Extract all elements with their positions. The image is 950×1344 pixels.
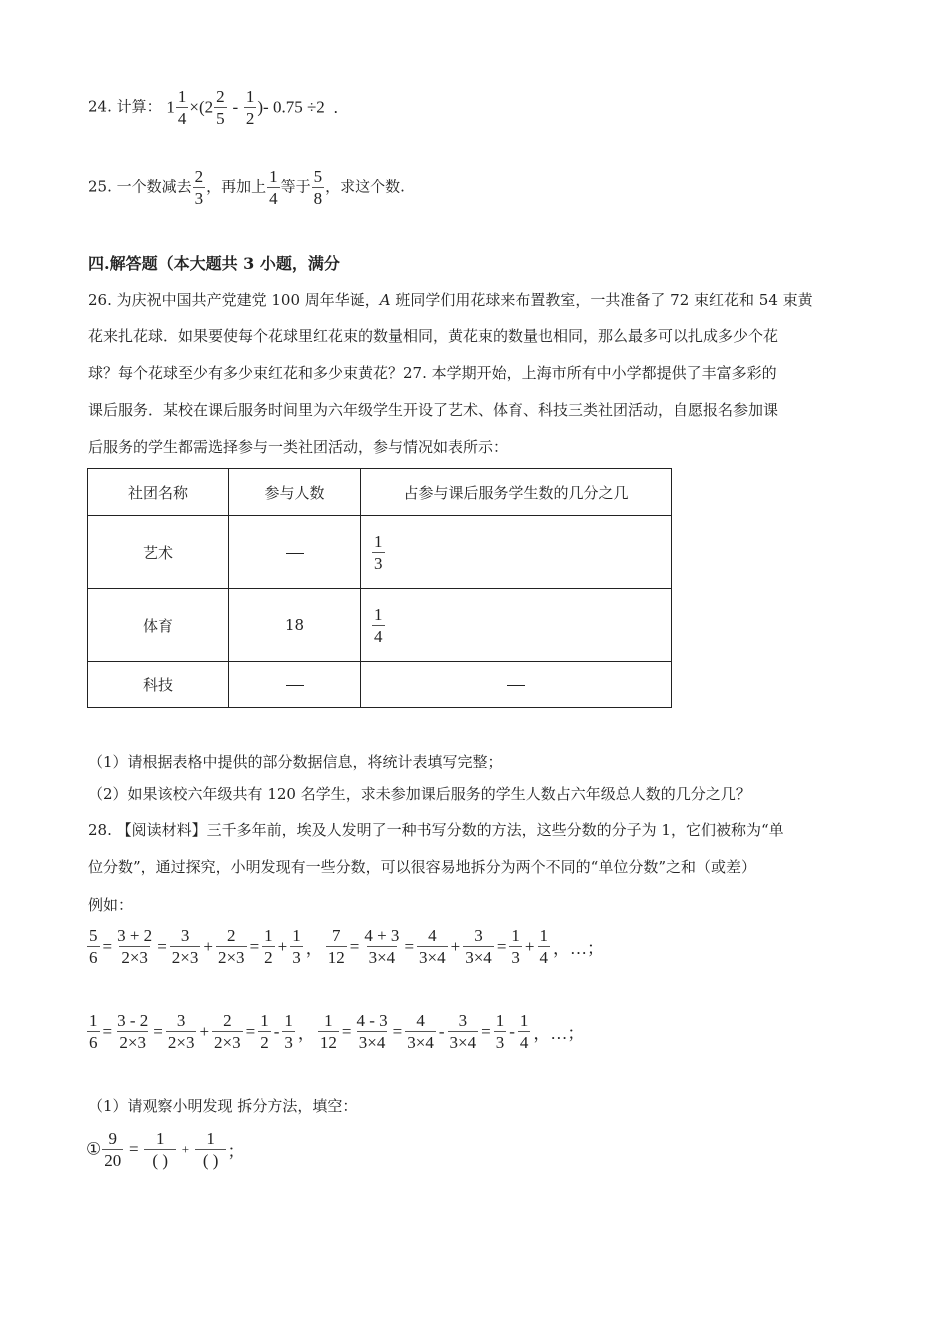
circle-1: ① (86, 1139, 102, 1159)
table-header: 占参与课后服务学生数的几分之几 (361, 469, 672, 516)
example-equation-difference (86, 1010, 586, 1053)
equation-fraction: $\frac{1}{2}$ (264, 926, 273, 967)
equation-operator: = (153, 1021, 163, 1041)
equation-operator: = (341, 1021, 352, 1041)
club-name: 体育 (88, 589, 229, 662)
table-header: 社团名称 (88, 469, 229, 516)
equation-fraction: $\frac{1}{4}$ (519, 1011, 529, 1052)
equation-operator: = (481, 1021, 491, 1041)
q24-fraction-3: $\frac{1}{2}$ (245, 87, 255, 128)
q25-fraction-1: $\frac{2}{3}$ (194, 167, 204, 208)
club-count: 18 (229, 589, 361, 662)
equation-operator: = (102, 1021, 113, 1041)
equation-fraction: $\frac{4 + 3}{3\times 4}$ (364, 926, 400, 967)
equation-fraction: $\frac{7}{12}$ (327, 926, 345, 967)
equation-operator: + (450, 936, 461, 956)
q25-text-2: ，再加上 (206, 177, 267, 196)
club-count-blank (229, 516, 361, 589)
q24-expr-a: 1 (166, 97, 175, 117)
fill-target-fraction: $\frac{9}{20}$ (104, 1129, 122, 1170)
blank-dash (286, 685, 304, 686)
equation-fraction: $\frac{1}{4}$ (539, 926, 548, 967)
equation-operator: - (438, 1021, 445, 1041)
equation-operator: = (349, 936, 360, 956)
equation-fraction: $\frac{1}{3}$ (511, 926, 520, 967)
club-name: 艺术 (88, 516, 229, 589)
q26-class-letter: A (379, 291, 391, 309)
equation-operator: = (249, 936, 260, 956)
club-fraction: $\frac{1}{4}$ (361, 589, 672, 662)
equation-operator: = (245, 1021, 256, 1041)
club-count-blank (229, 662, 361, 708)
equation-fraction: $\frac{3}{3\times 4}$ (465, 926, 492, 967)
equation-fraction: $\frac{4 - 3}{3\times 4}$ (356, 1011, 388, 1052)
equation-operator: ， (305, 939, 323, 958)
equation-operator: + (199, 1021, 210, 1041)
section-title: 四.解答题（本大题共 3 小题，满分 (88, 254, 340, 273)
q26-line-2: 花来扎花球．如果要使每个花球里红花束的数量相同，黄花束的数量也相同，那么最多可以扎成多少个花 (88, 327, 779, 345)
equation-fraction: $\frac{1}{12}$ (319, 1011, 337, 1052)
equation-fraction: $\frac{2}{2\times 3}$ (214, 1011, 241, 1052)
equation-fraction: $\frac{1}{6}$ (89, 1011, 98, 1052)
equation-operator: + (277, 936, 288, 956)
equation-operator: = (102, 936, 113, 956)
q26-text-a: 26. 为庆祝中国共产党建党 100 周年华诞， (88, 291, 380, 309)
q26-line-1 (88, 290, 813, 310)
equation-fraction: $\frac{4}{3\times 4}$ (419, 926, 446, 967)
q26-text-c: 班同学们用花球来布置教室，一共准备了 72 束红花和 54 束黄 (390, 291, 813, 309)
fill-plus: + (181, 1141, 190, 1157)
table-row (88, 516, 672, 589)
q27-part-1: （1）请根据表格中提供的部分数据信息，将统计表填写完整； (88, 753, 503, 771)
q24-expr-d: )- 0.75 ÷2 (257, 97, 325, 117)
club-fraction-blank (361, 662, 672, 708)
equation-operator: = (496, 936, 507, 956)
equation-fraction: $\frac{2}{2\times 3}$ (217, 926, 245, 967)
equation-fraction: $\frac{3}{2\times 3}$ (167, 1011, 195, 1052)
equation-operator: + (524, 936, 535, 956)
equation-fraction: $\frac{1}{3}$ (495, 1011, 505, 1052)
fill-blank-fraction-2[interactable]: $\frac{1}{( )}$ (195, 1128, 227, 1171)
q26-line-4: 课后服务．某校在课后服务时间里为六年级学生开设了艺术、体育、科技三类社团活动，自愿报名参加课 (88, 401, 779, 419)
equation-fraction: $\frac{3}{3\times 4}$ (449, 1011, 477, 1052)
q25-fraction-2: $\frac{1}{4}$ (269, 167, 278, 208)
club-name: 科技 (88, 662, 229, 708)
table-row (88, 662, 672, 708)
equation-fraction: $\frac{5}{6}$ (89, 926, 98, 967)
fill-eq: = (129, 1139, 139, 1159)
q24-expr-b: ×(2 (189, 97, 214, 117)
equation-fraction: $\frac{4}{3\times 4}$ (407, 1011, 434, 1052)
table-row (88, 589, 672, 662)
equation-fraction: $\frac{1}{2}$ (260, 1011, 269, 1052)
equation-operator: - (273, 1021, 280, 1041)
fill-end: ； (227, 1142, 245, 1161)
fill-in-1 (86, 1128, 244, 1171)
q25-fraction-3: $\frac{5}{8}$ (313, 167, 323, 208)
equation-operator: = (404, 936, 415, 956)
table-header-row (88, 469, 672, 516)
q26-line-3: 球？每个花球至少有多少束红花和多少束黄花？27. 本学期开始，上海市所有中小学都提供了丰富多彩的 (88, 364, 777, 382)
q24-fraction-2: $\frac{2}{5}$ (216, 87, 225, 128)
question-24 (88, 86, 338, 129)
equation-operator: ，…； (533, 1024, 585, 1043)
question-25 (88, 166, 405, 209)
blank-dash (507, 685, 525, 686)
q25-text-4: ，求这个数. (325, 177, 405, 196)
equation-operator: = (392, 1021, 403, 1041)
q28-line-2: 位分数”，通过探究，小明发现有一些分数，可以很容易地拆分为两个不同的“单位分数”之和（或差） (88, 858, 757, 876)
q24-label: 24. 计算： (88, 97, 162, 116)
table-header: 参与人数 (229, 469, 361, 516)
q26-line-5: 后服务的学生都需选择参与一类社团活动，参与情况如表所示： (88, 438, 509, 456)
q28-line-1: 28. 【阅读材料】三千多年前，埃及人发明了一种书写分数的方法，这些分数的分子为 1，它们被称为“单 (88, 821, 784, 839)
equation-fraction: $\frac{1}{3}$ (292, 926, 301, 967)
q28-sub-1: （1）请观察小明发现 拆分方法，填空： (88, 1097, 358, 1115)
equation-operator: ，…； (553, 939, 604, 958)
equation-operator: + (203, 936, 213, 956)
example-equation-sum (86, 925, 606, 968)
q24-expr-c: - (232, 97, 239, 117)
q25-text-3: 等于 (280, 177, 311, 196)
q27-part-2: （2）如果该校六年级共有 120 名学生，求未参加课后服务的学生人数占六年级总人数的几分之几？ (88, 785, 751, 803)
club-fraction: $\frac{1}{3}$ (361, 516, 672, 589)
blank-dash (286, 553, 304, 554)
equation-operator: = (157, 936, 167, 956)
equation-fraction: $\frac{3 + 2}{2\times 3}$ (117, 926, 153, 967)
q24-end: . (333, 97, 338, 117)
q28-line-3: 例如： (88, 896, 134, 914)
equation-operator: - (509, 1021, 515, 1041)
q25-text-1: 25. 一个数减去 (88, 177, 192, 196)
equation-fraction: $\frac{3}{2\times 3}$ (171, 926, 199, 967)
q24-fraction-1: $\frac{1}{4}$ (177, 87, 187, 128)
equation-operator: ， (297, 1024, 315, 1043)
club-table (87, 468, 672, 708)
equation-fraction: $\frac{1}{3}$ (284, 1011, 293, 1052)
fill-blank-fraction-1[interactable]: $\frac{1}{( )}$ (144, 1128, 176, 1171)
equation-fraction: $\frac{3 - 2}{2\times 3}$ (117, 1011, 149, 1052)
